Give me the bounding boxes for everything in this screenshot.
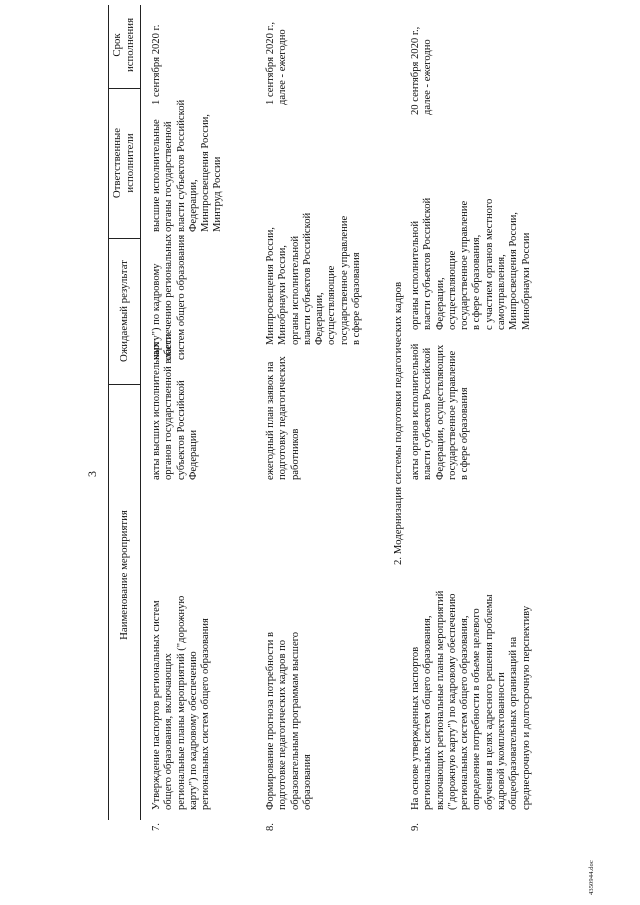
page-number: 3 [85,471,99,477]
row-9-deadline: 20 сентября 2020 г., далее - ежегодно [410,26,434,115]
row-7-number: 7. [151,823,162,831]
header-executors: Ответственные исполнители [111,127,136,199]
row-9-executors: органы исполнительной власти субъектов Российской Федерации, осуществляющие государственное управление в сфере образования, с участием органов местного самоуправления, Минпросвещения России, Минобрнауки России [410,197,532,330]
section-title: 2. Модернизация системы подготовки педагогических кадров [392,281,404,565]
row-8-name: Формирование прогноза потребности в подготовке педагогических кадров по образовательным программам высшего образования [265,631,313,810]
row-7-deadline: 1 сентября 2020 г. [151,24,162,105]
row-8-deadline: 1 сентября 2020 г., далее - ежегодно [265,21,289,105]
row-7-name: Утверждение паспортов региональных систем общего образования, включающих региональные планы мероприятий ("дорожную карту") по кадровому обеспечению региональных систем общего образования [151,595,212,810]
row-9-result: акты органов исполнительной власти субъектов Российской Федерации, осуществляющих государственное управление в сфере образования [410,343,471,480]
row-9-number: 9. [410,823,421,831]
table-top-border [108,5,109,820]
col-divider-result-executors [108,238,140,239]
row-7-result: акты высших исполнительных органов государственной власти субъектов Российской Федерации [151,333,199,480]
row-8-executors: Минпросвещения России, Минобрнауки России, органы исполнительной власти субъектов Российской Федерации, осуществляющие государственное управление в сфере образования [265,212,363,345]
row-8-number: 8. [265,823,276,831]
header-result: Ожидаемый результат [118,260,130,362]
col-divider-executors-deadline [108,88,140,89]
header-deadline: Срок исполнения [111,17,136,73]
row-8-result: ежегодный план заявок на подготовку педагогических работников [265,356,301,480]
header-name: Наименование мероприятия [118,510,130,640]
header-bottom-border [140,5,141,820]
row-7-executors: высшие исполнительные органы государственной власти субъектов Российской Федерации, Минпросвещения России, Минтруд России [151,99,224,232]
continuation-result: карту") по кадровому обеспечению региональных систем общего образования [151,233,187,360]
file-label: 4350944.doc [588,860,595,895]
col-divider-name-result [108,384,140,385]
row-9-name: На основе утвержденных паспортов региональных систем общего образования, включающих региональные планы мероприятий ("дорожную карту") по кадровому обеспечению региональных систем общего образования, определение потребности в объеме целевого обучения в целях адресного решения проблемы кадровой укомплектованности общеобразовательных организаций на среднесрочную и долгосрочную перспективу [410,590,532,810]
